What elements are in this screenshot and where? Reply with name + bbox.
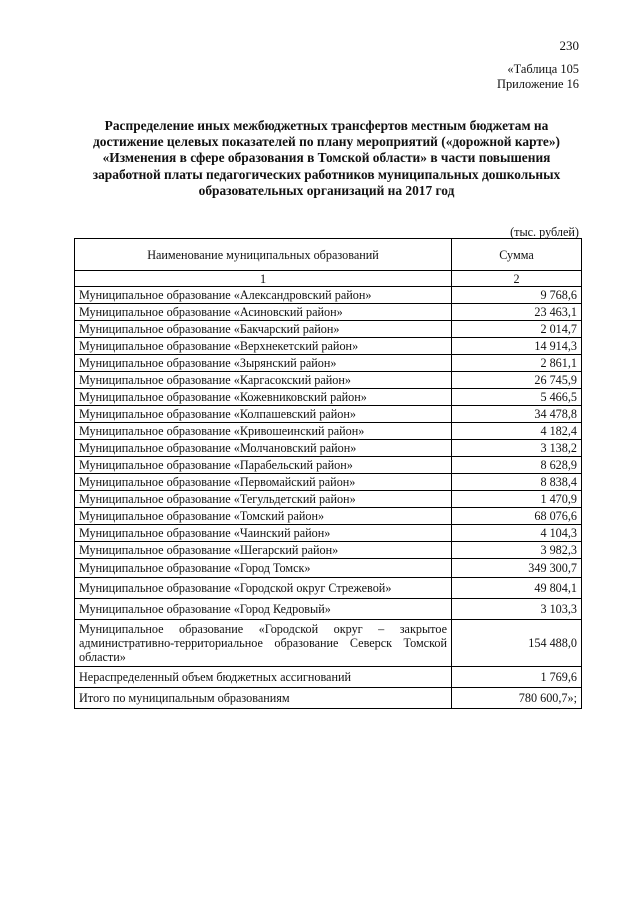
row-name: Муниципальное образование «Кривошеинский район» bbox=[75, 423, 452, 440]
row-name: Муниципальное образование «Асиновский район» bbox=[75, 304, 452, 321]
table-row bbox=[75, 355, 582, 372]
column-number-2: 2 bbox=[452, 271, 582, 287]
row-value: 5 466,5 bbox=[452, 389, 582, 406]
table-row bbox=[75, 406, 582, 423]
row-value: 349 300,7 bbox=[452, 559, 582, 578]
row-value: 4 104,3 bbox=[452, 525, 582, 542]
row-value: 8 838,4 bbox=[452, 474, 582, 491]
row-value: 1 470,9 bbox=[452, 491, 582, 508]
table-row bbox=[75, 423, 582, 440]
column-number-row bbox=[75, 271, 582, 287]
total-value: 780 600,7 bbox=[518, 691, 568, 705]
row-value: 3 103,3 bbox=[452, 599, 582, 620]
row-name: Муниципальное образование «Городской округ – закрытое административно-территориальное образование Северск Томской области» bbox=[75, 620, 452, 667]
row-value: 2 014,7 bbox=[452, 321, 582, 338]
row-value: 68 076,6 bbox=[452, 508, 582, 525]
row-name: Нераспределенный объем бюджетных ассигнований bbox=[75, 667, 452, 688]
row-name: Муниципальное образование «Томский район» bbox=[75, 508, 452, 525]
total-name: Итого по муниципальным образованиям bbox=[75, 688, 452, 709]
document-title: Распределение иных межбюджетных трансфертов местным бюджетам на достижение целевых показателей по плану мероприятий («дорожной карте») «Изменения в сфере образования в Томской области» в части повышения заработной платы педагогических работников муниципальных дошкольных образовательных организаций на 2017 год bbox=[92, 118, 561, 198]
row-name: Муниципальное образование «Тегульдетский район» bbox=[75, 491, 452, 508]
header-name: Наименование муниципальных образований bbox=[75, 239, 452, 271]
transfers-table bbox=[74, 238, 582, 709]
row-name: Муниципальное образование «Каргасокский район» bbox=[75, 372, 452, 389]
row-name: Муниципальное образование «Верхнекетский район» bbox=[75, 338, 452, 355]
row-value: 3 138,2 bbox=[452, 440, 582, 457]
row-value: 8 628,9 bbox=[452, 457, 582, 474]
row-value: 49 804,1 bbox=[452, 578, 582, 599]
table-row bbox=[75, 508, 582, 525]
units-label: (тыс. рублей) bbox=[510, 225, 579, 239]
table-row bbox=[75, 389, 582, 406]
row-value: 34 478,8 bbox=[452, 406, 582, 423]
closing-quote: »; bbox=[567, 691, 577, 705]
appendix-label: Приложение 16 bbox=[497, 77, 579, 91]
table-row bbox=[75, 578, 582, 599]
row-value: 2 861,1 bbox=[452, 355, 582, 372]
row-name: Муниципальное образование «Кожевниковский район» bbox=[75, 389, 452, 406]
table-row bbox=[75, 287, 582, 304]
row-name: Муниципальное образование «Колпашевский район» bbox=[75, 406, 452, 423]
row-value: 14 914,3 bbox=[452, 338, 582, 355]
row-value: 154 488,0 bbox=[452, 620, 582, 667]
row-name: Муниципальное образование «Молчановский район» bbox=[75, 440, 452, 457]
header-sum: Сумма bbox=[452, 239, 582, 271]
table-row bbox=[75, 559, 582, 578]
page-number: 230 bbox=[559, 38, 579, 53]
row-value: 23 463,1 bbox=[452, 304, 582, 321]
table-row bbox=[75, 474, 582, 491]
row-name: Муниципальное образование «Парабельский район» bbox=[75, 457, 452, 474]
table-row bbox=[75, 667, 582, 688]
row-name: Муниципальное образование «Городской округ Стрежевой» bbox=[75, 578, 452, 599]
total-cell bbox=[452, 688, 582, 709]
table-label: «Таблица 105 bbox=[507, 62, 579, 76]
table-row bbox=[75, 491, 582, 508]
row-name: Муниципальное образование «Бакчарский район» bbox=[75, 321, 452, 338]
row-name: Муниципальное образование «Город Томск» bbox=[75, 559, 452, 578]
table-row bbox=[75, 338, 582, 355]
table-row bbox=[75, 304, 582, 321]
row-name: Муниципальное образование «Шегарский район» bbox=[75, 542, 452, 559]
table-row bbox=[75, 321, 582, 338]
table-row bbox=[75, 620, 582, 667]
row-name: Муниципальное образование «Первомайский район» bbox=[75, 474, 452, 491]
table-reference bbox=[497, 62, 579, 92]
row-value: 26 745,9 bbox=[452, 372, 582, 389]
row-name: Муниципальное образование «Город Кедровый» bbox=[75, 599, 452, 620]
total-row bbox=[75, 688, 582, 709]
column-number-1: 1 bbox=[75, 271, 452, 287]
row-name: Муниципальное образование «Чаинский район» bbox=[75, 525, 452, 542]
row-value: 4 182,4 bbox=[452, 423, 582, 440]
row-value: 9 768,6 bbox=[452, 287, 582, 304]
row-value: 1 769,6 bbox=[452, 667, 582, 688]
row-value: 3 982,3 bbox=[452, 542, 582, 559]
table-row bbox=[75, 599, 582, 620]
table-row bbox=[75, 440, 582, 457]
table-header-row bbox=[75, 239, 582, 271]
table-row bbox=[75, 525, 582, 542]
table-row bbox=[75, 542, 582, 559]
row-name: Муниципальное образование «Александровский район» bbox=[75, 287, 452, 304]
row-name: Муниципальное образование «Зырянский район» bbox=[75, 355, 452, 372]
table-row bbox=[75, 457, 582, 474]
table-row bbox=[75, 372, 582, 389]
